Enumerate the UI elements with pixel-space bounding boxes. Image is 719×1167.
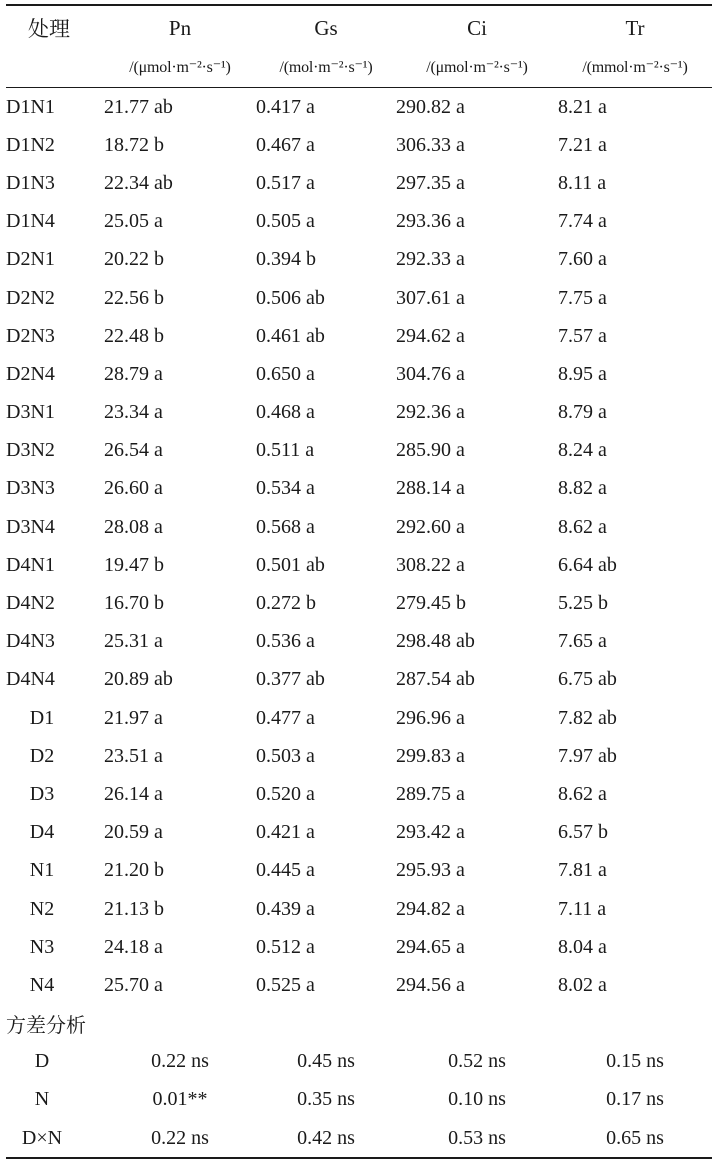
cell-ci: 290.82 a (396, 95, 465, 118)
cell-pn: 0.22 ns (104, 1119, 256, 1158)
cell-tr: 8.04 a (558, 935, 607, 958)
cell-ci: 279.45 b (396, 592, 466, 615)
cell-ci: 292.36 a (396, 401, 465, 424)
table-row (6, 432, 712, 470)
cell-gs: 0.520 a (256, 782, 315, 805)
cell-gs: 0.503 a (256, 744, 315, 767)
cell-treatment: D1N2 (6, 133, 55, 156)
table-row (6, 584, 712, 622)
header-tr: Tr (558, 5, 712, 47)
cell-pn: 20.59 a (104, 821, 163, 844)
cell-pn: 25.70 a (104, 973, 163, 996)
cell-tr: 0.17 ns (606, 1088, 664, 1111)
cell-pn: 0.22 ns (151, 1050, 209, 1073)
cell-tr: 8.79 a (558, 401, 607, 424)
cell-gs: 0.511 a (256, 439, 315, 462)
cell-gs: 0.650 a (256, 362, 315, 385)
units-treatment-empty (6, 47, 104, 88)
table-row (6, 508, 712, 546)
anova-label-row (6, 1005, 712, 1043)
cell-gs: 0.35 ns (297, 1088, 355, 1111)
cell-tr: 8.11 a (558, 171, 607, 194)
header-ci: Ci (396, 5, 558, 47)
table-row (6, 317, 712, 355)
cell-treatment: D2N3 (6, 324, 55, 347)
cell-gs: 0.534 a (256, 477, 315, 500)
cell-pn: 26.54 a (104, 439, 163, 462)
cell-gs: 0.568 a (256, 515, 315, 538)
cell-gs: 0.468 a (256, 401, 315, 424)
cell-ci: 292.33 a (396, 248, 465, 271)
cell-pn: 23.34 a (104, 401, 163, 424)
cell-ci: 308.22 a (396, 553, 465, 576)
cell-ci: 296.96 a (396, 706, 465, 729)
cell-tr: 7.74 a (558, 210, 607, 233)
table-header (6, 5, 712, 88)
cell-gs: 0.272 b (256, 592, 316, 615)
cell-treatment: N1 (29, 859, 55, 882)
cell-pn: 21.13 b (104, 897, 164, 920)
cell-tr: 8.24 a (558, 439, 607, 462)
cell-tr: 7.82 ab (558, 706, 617, 729)
table-row (6, 699, 712, 737)
cell-ci: 304.76 a (396, 362, 465, 385)
cell-ci: 289.75 a (396, 782, 465, 805)
cell-gs: 0.506 ab (256, 286, 325, 309)
cell-gs: 0.501 ab (256, 553, 325, 576)
cell-treatment: D3 (29, 782, 55, 805)
cell-pn: 22.48 b (104, 324, 164, 347)
table-body (6, 88, 712, 1159)
cell-gs: 0.536 a (256, 630, 315, 653)
cell-tr: 6.57 b (558, 821, 608, 844)
anova-row (6, 1081, 712, 1119)
cell-gs: 0.42 ns (256, 1119, 396, 1158)
cell-ci: 298.48 ab (396, 630, 475, 653)
cell-treatment: N3 (29, 935, 55, 958)
cell-pn: 25.05 a (104, 210, 163, 233)
cell-tr: 8.95 a (558, 362, 607, 385)
cell-tr: 6.64 ab (558, 553, 617, 576)
cell-pn: 18.72 b (104, 133, 164, 156)
cell-treatment: D2N4 (6, 362, 55, 385)
cell-ci: 293.42 a (396, 821, 465, 844)
table-row (6, 203, 712, 241)
cell-ci: 294.56 a (396, 973, 465, 996)
cell-treatment: N (34, 1088, 50, 1111)
table-row (6, 852, 712, 890)
table-row (6, 661, 712, 699)
table-row (6, 164, 712, 202)
cell-tr: 8.62 a (558, 782, 607, 805)
cell-gs: 0.439 a (256, 897, 315, 920)
cell-ci: 294.62 a (396, 324, 465, 347)
table-row (6, 737, 712, 775)
cell-tr: 7.75 a (558, 286, 607, 309)
cell-ci: 285.90 a (396, 439, 465, 462)
cell-treatment: D3N1 (6, 401, 55, 424)
cell-treatment: D×N (6, 1119, 104, 1158)
table-row (6, 470, 712, 508)
cell-treatment: D4N2 (6, 592, 55, 615)
cell-tr: 0.65 ns (558, 1119, 712, 1158)
header-row (6, 5, 712, 47)
cell-ci: 288.14 a (396, 477, 465, 500)
cell-ci: 287.54 ab (396, 668, 475, 691)
cell-tr: 7.21 a (558, 133, 607, 156)
table-row (6, 126, 712, 164)
cell-pn: 16.70 b (104, 592, 164, 615)
cell-ci: 295.93 a (396, 859, 465, 882)
cell-ci: 307.61 a (396, 286, 465, 309)
cell-treatment: D3N2 (6, 439, 55, 462)
cell-gs: 0.394 b (256, 248, 316, 271)
photosynthesis-table (6, 4, 712, 1159)
table-row (6, 890, 712, 928)
cell-treatment: D (34, 1050, 50, 1073)
cell-tr: 8.62 a (558, 515, 607, 538)
units-pn: /(μmol·m⁻²·s⁻¹) (104, 47, 256, 88)
cell-treatment: D3N4 (6, 515, 55, 538)
anova-section-label: 方差分析 (6, 1015, 86, 1038)
table-row (6, 623, 712, 661)
cell-gs: 0.417 a (256, 95, 315, 118)
cell-pn: 26.60 a (104, 477, 163, 500)
cell-treatment: D2N1 (6, 248, 55, 271)
cell-gs: 0.377 ab (256, 668, 325, 691)
cell-tr: 8.82 a (558, 477, 607, 500)
cell-ci: 0.53 ns (396, 1119, 558, 1158)
cell-gs: 0.461 ab (256, 324, 325, 347)
cell-ci: 293.36 a (396, 210, 465, 233)
cell-treatment: D1N4 (6, 210, 55, 233)
cell-treatment: D3N3 (6, 477, 55, 500)
cell-gs: 0.477 a (256, 706, 315, 729)
cell-tr: 6.75 ab (558, 668, 617, 691)
table-row (6, 775, 712, 813)
cell-treatment: D4N4 (6, 668, 55, 691)
cell-ci: 297.35 a (396, 171, 465, 194)
cell-tr: 7.97 ab (558, 744, 617, 767)
cell-ci: 0.10 ns (448, 1088, 506, 1111)
cell-ci: 299.83 a (396, 744, 465, 767)
table-row (6, 546, 712, 584)
cell-gs: 0.45 ns (297, 1050, 355, 1073)
cell-pn: 22.34 ab (104, 171, 173, 194)
cell-treatment: D4N1 (6, 553, 55, 576)
cell-tr: 7.81 a (558, 859, 607, 882)
cell-ci: 294.65 a (396, 935, 465, 958)
cell-tr: 8.21 a (558, 95, 607, 118)
cell-gs: 0.467 a (256, 133, 315, 156)
units-row (6, 47, 712, 88)
table-row (6, 814, 712, 852)
cell-pn: 28.08 a (104, 515, 163, 538)
cell-treatment: D1N3 (6, 171, 55, 194)
header-pn: Pn (104, 5, 256, 47)
cell-pn: 21.20 b (104, 859, 164, 882)
table-row (6, 241, 712, 279)
cell-ci: 294.82 a (396, 897, 465, 920)
table-row (6, 928, 712, 966)
cell-treatment: N4 (29, 973, 55, 996)
cell-treatment: D1N1 (6, 95, 55, 118)
cell-tr: 7.65 a (558, 630, 607, 653)
cell-tr: 0.15 ns (606, 1050, 664, 1073)
table-row (6, 394, 712, 432)
cell-pn: 28.79 a (104, 362, 163, 385)
cell-treatment: D4 (29, 821, 55, 844)
cell-pn: 21.97 a (104, 706, 163, 729)
cell-tr: 7.60 a (558, 248, 607, 271)
cell-ci: 306.33 a (396, 133, 465, 156)
units-gs: /(mol·m⁻²·s⁻¹) (256, 47, 396, 88)
cell-pn: 25.31 a (104, 630, 163, 653)
cell-pn: 20.22 b (104, 248, 164, 271)
table-row (6, 966, 712, 1004)
cell-gs: 0.517 a (256, 171, 315, 194)
cell-gs: 0.421 a (256, 821, 315, 844)
cell-ci: 0.52 ns (448, 1050, 506, 1073)
table-row (6, 355, 712, 393)
table-row (6, 279, 712, 317)
header-treatment: 处理 (6, 5, 104, 47)
cell-pn: 19.47 b (104, 553, 164, 576)
cell-ci: 292.60 a (396, 515, 465, 538)
cell-pn: 0.01** (152, 1088, 208, 1111)
cell-gs: 0.512 a (256, 935, 315, 958)
anova-row (6, 1043, 712, 1081)
table-row (6, 88, 712, 127)
cell-treatment: D1 (29, 706, 55, 729)
cell-pn: 23.51 a (104, 744, 163, 767)
units-tr: /(mmol·m⁻²·s⁻¹) (558, 47, 712, 88)
cell-tr: 8.02 a (558, 973, 607, 996)
cell-treatment: D2N2 (6, 286, 55, 309)
cell-gs: 0.445 a (256, 859, 315, 882)
cell-tr: 5.25 b (558, 592, 608, 615)
cell-tr: 7.57 a (558, 324, 607, 347)
cell-pn: 26.14 a (104, 782, 163, 805)
cell-pn: 21.77 ab (104, 95, 173, 118)
cell-pn: 24.18 a (104, 935, 163, 958)
cell-gs: 0.525 a (256, 973, 315, 996)
cell-tr: 7.11 a (558, 897, 607, 920)
cell-treatment: D4N3 (6, 630, 55, 653)
cell-pn: 22.56 b (104, 286, 164, 309)
units-ci: /(μmol·m⁻²·s⁻¹) (396, 47, 558, 88)
cell-pn: 20.89 ab (104, 668, 173, 691)
anova-row (6, 1119, 712, 1158)
cell-treatment: D2 (29, 744, 55, 767)
cell-treatment: N2 (29, 897, 55, 920)
header-gs: Gs (256, 5, 396, 47)
cell-gs: 0.505 a (256, 210, 315, 233)
